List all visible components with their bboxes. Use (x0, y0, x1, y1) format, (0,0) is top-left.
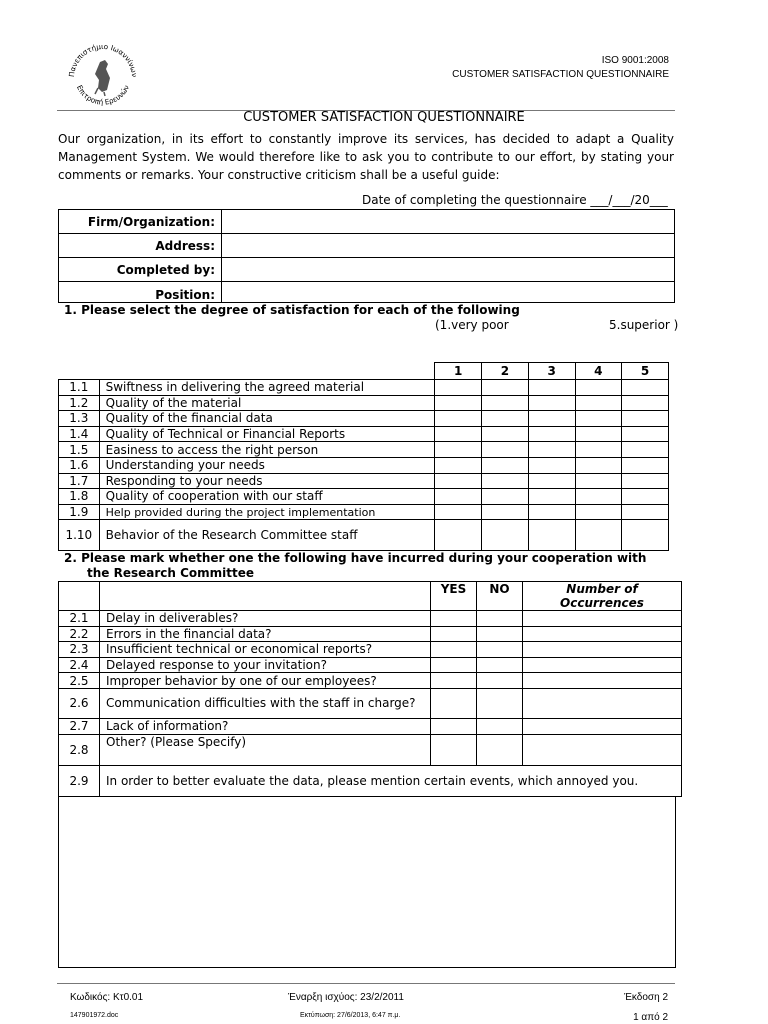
no-cell[interactable] (477, 673, 523, 689)
table-row (59, 642, 682, 658)
no-column-header: NO (477, 582, 523, 611)
address-label: Address: (59, 234, 222, 258)
table-row (59, 734, 682, 765)
scale-low-label: (1.very poor (435, 318, 509, 332)
table-row (59, 657, 682, 673)
item-number: 1.5 (59, 442, 100, 458)
item-text: Understanding your needs (99, 457, 435, 473)
rating-cell[interactable] (575, 457, 622, 473)
rating-cell[interactable] (528, 504, 575, 520)
no-cell[interactable] (477, 642, 523, 658)
item-text: Help provided during the project implementation (99, 504, 435, 520)
footer-page-number: 1 από 2 (633, 1012, 668, 1023)
rating-cell[interactable] (622, 489, 669, 505)
rating-cell[interactable] (435, 457, 482, 473)
footer-effective-date: Έναρξη ισχύος: 23/2/2011 (288, 992, 404, 1003)
footer-code: Κωδικός: Κτ0.01 (70, 992, 144, 1003)
university-logo (64, 36, 142, 114)
yes-cell[interactable] (431, 673, 477, 689)
yes-cell[interactable] (431, 657, 477, 673)
address-field[interactable] (222, 234, 675, 258)
footer-edition: Έκδοση 2 (624, 992, 668, 1003)
university-seal-icon (64, 36, 142, 114)
item-text: Behavior of the Research Committee staff (99, 520, 435, 551)
occurrences-cell[interactable] (523, 657, 682, 673)
rating-column-header: 2 (482, 363, 529, 380)
rating-cell[interactable] (528, 520, 575, 551)
completed-by-field[interactable] (222, 258, 675, 282)
table-row (59, 520, 669, 551)
footer-printed-date: Εκτύπωση: 27/6/2013, 6:47 π.μ. (300, 1012, 401, 1019)
rating-cell[interactable] (435, 380, 482, 396)
table-row (59, 380, 669, 396)
item-text: Quality of the material (99, 395, 435, 411)
item-text: Responding to your needs (99, 473, 435, 489)
rating-cell[interactable] (528, 473, 575, 489)
item-number: 1.2 (59, 395, 100, 411)
rating-cell[interactable] (575, 442, 622, 458)
rating-cell[interactable] (482, 489, 529, 505)
position-label: Position: (59, 282, 222, 303)
rating-cell[interactable] (622, 426, 669, 442)
rating-cell[interactable] (435, 504, 482, 520)
section2-title-line1: 2. Please mark whether one the following have incurred during your cooperation with (64, 551, 647, 565)
occurrences-cell[interactable] (523, 642, 682, 658)
item-number: 2.8 (59, 734, 100, 765)
rating-cell[interactable] (528, 426, 575, 442)
item-number: 1.3 (59, 411, 100, 427)
rating-cell[interactable] (575, 411, 622, 427)
rating-cell[interactable] (622, 457, 669, 473)
section2-title (64, 551, 646, 581)
no-cell[interactable] (477, 718, 523, 734)
rating-cell[interactable] (482, 426, 529, 442)
item-text: Insufficient technical or economical reports? (100, 642, 431, 658)
yes-column-header: YES (431, 582, 477, 611)
occurrences-cell[interactable] (523, 688, 682, 718)
page-title: CUSTOMER SATISFACTION QUESTIONNAIRE (243, 110, 525, 125)
rating-cell[interactable] (435, 489, 482, 505)
rating-cell[interactable] (482, 395, 529, 411)
firm-field[interactable] (222, 210, 675, 234)
incidents-table (58, 581, 682, 797)
item-text: Quality of the financial data (99, 411, 435, 427)
table-row (59, 688, 682, 718)
rating-cell[interactable] (528, 457, 575, 473)
occurrences-cell[interactable] (523, 718, 682, 734)
yes-cell[interactable] (431, 611, 477, 627)
item-text: Quality of cooperation with our staff (99, 489, 435, 505)
scale-high-label: 5.superior ) (609, 318, 679, 332)
item-number: 2.5 (59, 673, 100, 689)
item-text: Communication difficulties with the staff in charge? (100, 688, 431, 718)
table-row (59, 489, 669, 505)
respondent-info-table (58, 209, 675, 303)
no-cell[interactable] (477, 657, 523, 673)
item-number: 2.9 (59, 765, 100, 796)
item-text: In order to better evaluate the data, please mention certain events, which annoyed you. (100, 765, 682, 796)
table-row (59, 673, 682, 689)
table-row (59, 426, 669, 442)
item-text: Quality of Technical or Financial Reports (99, 426, 435, 442)
rating-cell[interactable] (622, 504, 669, 520)
rating-cell[interactable] (528, 489, 575, 505)
table-row (59, 411, 669, 427)
intro-paragraph: Our organization, in its effort to constantly improve its services, has decided to adapt a Quality Management System. We would therefore like to ask you to contribute to our effort, by stating your comments or remarks. Your constructive criticism shall be a useful guide: (58, 132, 674, 182)
rating-cell[interactable] (575, 504, 622, 520)
item-text: Easiness to access the right person (99, 442, 435, 458)
item-number: 2.2 (59, 626, 100, 642)
item-number: 1.7 (59, 473, 100, 489)
rating-column-header: 4 (575, 363, 622, 380)
item-number: 1.8 (59, 489, 100, 505)
rating-cell[interactable] (482, 520, 529, 551)
footer-filename: 147901972.doc (70, 1012, 119, 1019)
rating-cell[interactable] (575, 426, 622, 442)
rating-cell[interactable] (575, 380, 622, 396)
occurrences-cell[interactable] (523, 673, 682, 689)
position-field[interactable] (222, 282, 675, 303)
item-text: Delay in deliverables? (100, 611, 431, 627)
completed-by-label: Completed by: (59, 258, 222, 282)
comments-box[interactable] (58, 797, 676, 968)
table-row (59, 626, 682, 642)
rating-cell[interactable] (482, 380, 529, 396)
item-number: 1.1 (59, 380, 100, 396)
rating-column-header: 1 (435, 363, 482, 380)
yes-cell[interactable] (431, 642, 477, 658)
table-row (59, 718, 682, 734)
rating-cell[interactable] (435, 520, 482, 551)
rating-column-header: 3 (528, 363, 575, 380)
item-text: Other? (Please Specify) (100, 734, 431, 765)
logo-top-text: Πανεπιστήμιο Ιωαννίνων (66, 41, 140, 78)
occurrences-column-header: Number of Occurrences (523, 582, 682, 611)
rating-cell[interactable] (528, 442, 575, 458)
item-number: 2.1 (59, 611, 100, 627)
rating-cell[interactable] (575, 489, 622, 505)
item-number: 2.6 (59, 688, 100, 718)
item-number: 1.4 (59, 426, 100, 442)
item-number: 2.3 (59, 642, 100, 658)
rating-cell[interactable] (528, 411, 575, 427)
rating-cell[interactable] (622, 520, 669, 551)
item-text: Lack of information? (100, 718, 431, 734)
rating-cell[interactable] (622, 473, 669, 489)
rating-cell[interactable] (622, 411, 669, 427)
item-text: Swiftness in delivering the agreed material (99, 380, 435, 396)
section2-title-line2: the Research Committee (87, 566, 255, 580)
item-number: 2.4 (59, 657, 100, 673)
item-number: 1.6 (59, 457, 100, 473)
rating-cell[interactable] (622, 380, 669, 396)
table-row (59, 473, 669, 489)
occurrences-cell[interactable] (523, 734, 682, 765)
iso-label: ISO 9001:2008 (601, 55, 669, 66)
rating-cell[interactable] (622, 442, 669, 458)
item-number: 1.9 (59, 504, 100, 520)
rating-cell[interactable] (435, 395, 482, 411)
occurrences-cell[interactable] (523, 626, 682, 642)
table-row (59, 442, 669, 458)
rating-cell[interactable] (575, 395, 622, 411)
satisfaction-table (58, 362, 669, 551)
rating-cell[interactable] (575, 473, 622, 489)
table-row (59, 395, 669, 411)
rating-cell[interactable] (435, 473, 482, 489)
yes-cell[interactable] (431, 626, 477, 642)
table-row (59, 611, 682, 627)
date-line: Date of completing the questionnaire ___/___/20___ (362, 193, 668, 207)
occurrences-cell[interactable] (523, 611, 682, 627)
no-cell[interactable] (477, 626, 523, 642)
no-cell[interactable] (477, 688, 523, 718)
item-text: Delayed response to your invitation? (100, 657, 431, 673)
rating-cell[interactable] (482, 442, 529, 458)
yes-cell[interactable] (431, 718, 477, 734)
footer-divider (57, 983, 675, 984)
logo-bottom-text: Επιτροπή Ερευνών (74, 83, 132, 107)
yes-cell[interactable] (431, 688, 477, 718)
rating-cell[interactable] (482, 457, 529, 473)
table-row (59, 765, 682, 796)
rating-cell[interactable] (435, 426, 482, 442)
rating-cell[interactable] (622, 395, 669, 411)
yes-cell[interactable] (431, 734, 477, 765)
table-row (59, 457, 669, 473)
item-number: 2.7 (59, 718, 100, 734)
item-number: 1.10 (59, 520, 100, 551)
rating-cell[interactable] (528, 380, 575, 396)
rating-cell[interactable] (435, 411, 482, 427)
rating-cell[interactable] (482, 473, 529, 489)
item-text: Errors in the financial data? (100, 626, 431, 642)
rating-cell[interactable] (575, 520, 622, 551)
rating-cell[interactable] (482, 504, 529, 520)
header-doc-title: CUSTOMER SATISFACTION QUESTIONNAIRE (452, 69, 669, 80)
rating-cell[interactable] (482, 411, 529, 427)
rating-cell[interactable] (435, 442, 482, 458)
rating-cell[interactable] (528, 395, 575, 411)
table-row (59, 504, 669, 520)
no-cell[interactable] (477, 734, 523, 765)
rating-column-header: 5 (622, 363, 669, 380)
item-text: Improper behavior by one of our employees? (100, 673, 431, 689)
section1-title: 1. Please select the degree of satisfaction for each of the following (64, 303, 520, 317)
no-cell[interactable] (477, 611, 523, 627)
firm-label: Firm/Organization: (59, 210, 222, 234)
